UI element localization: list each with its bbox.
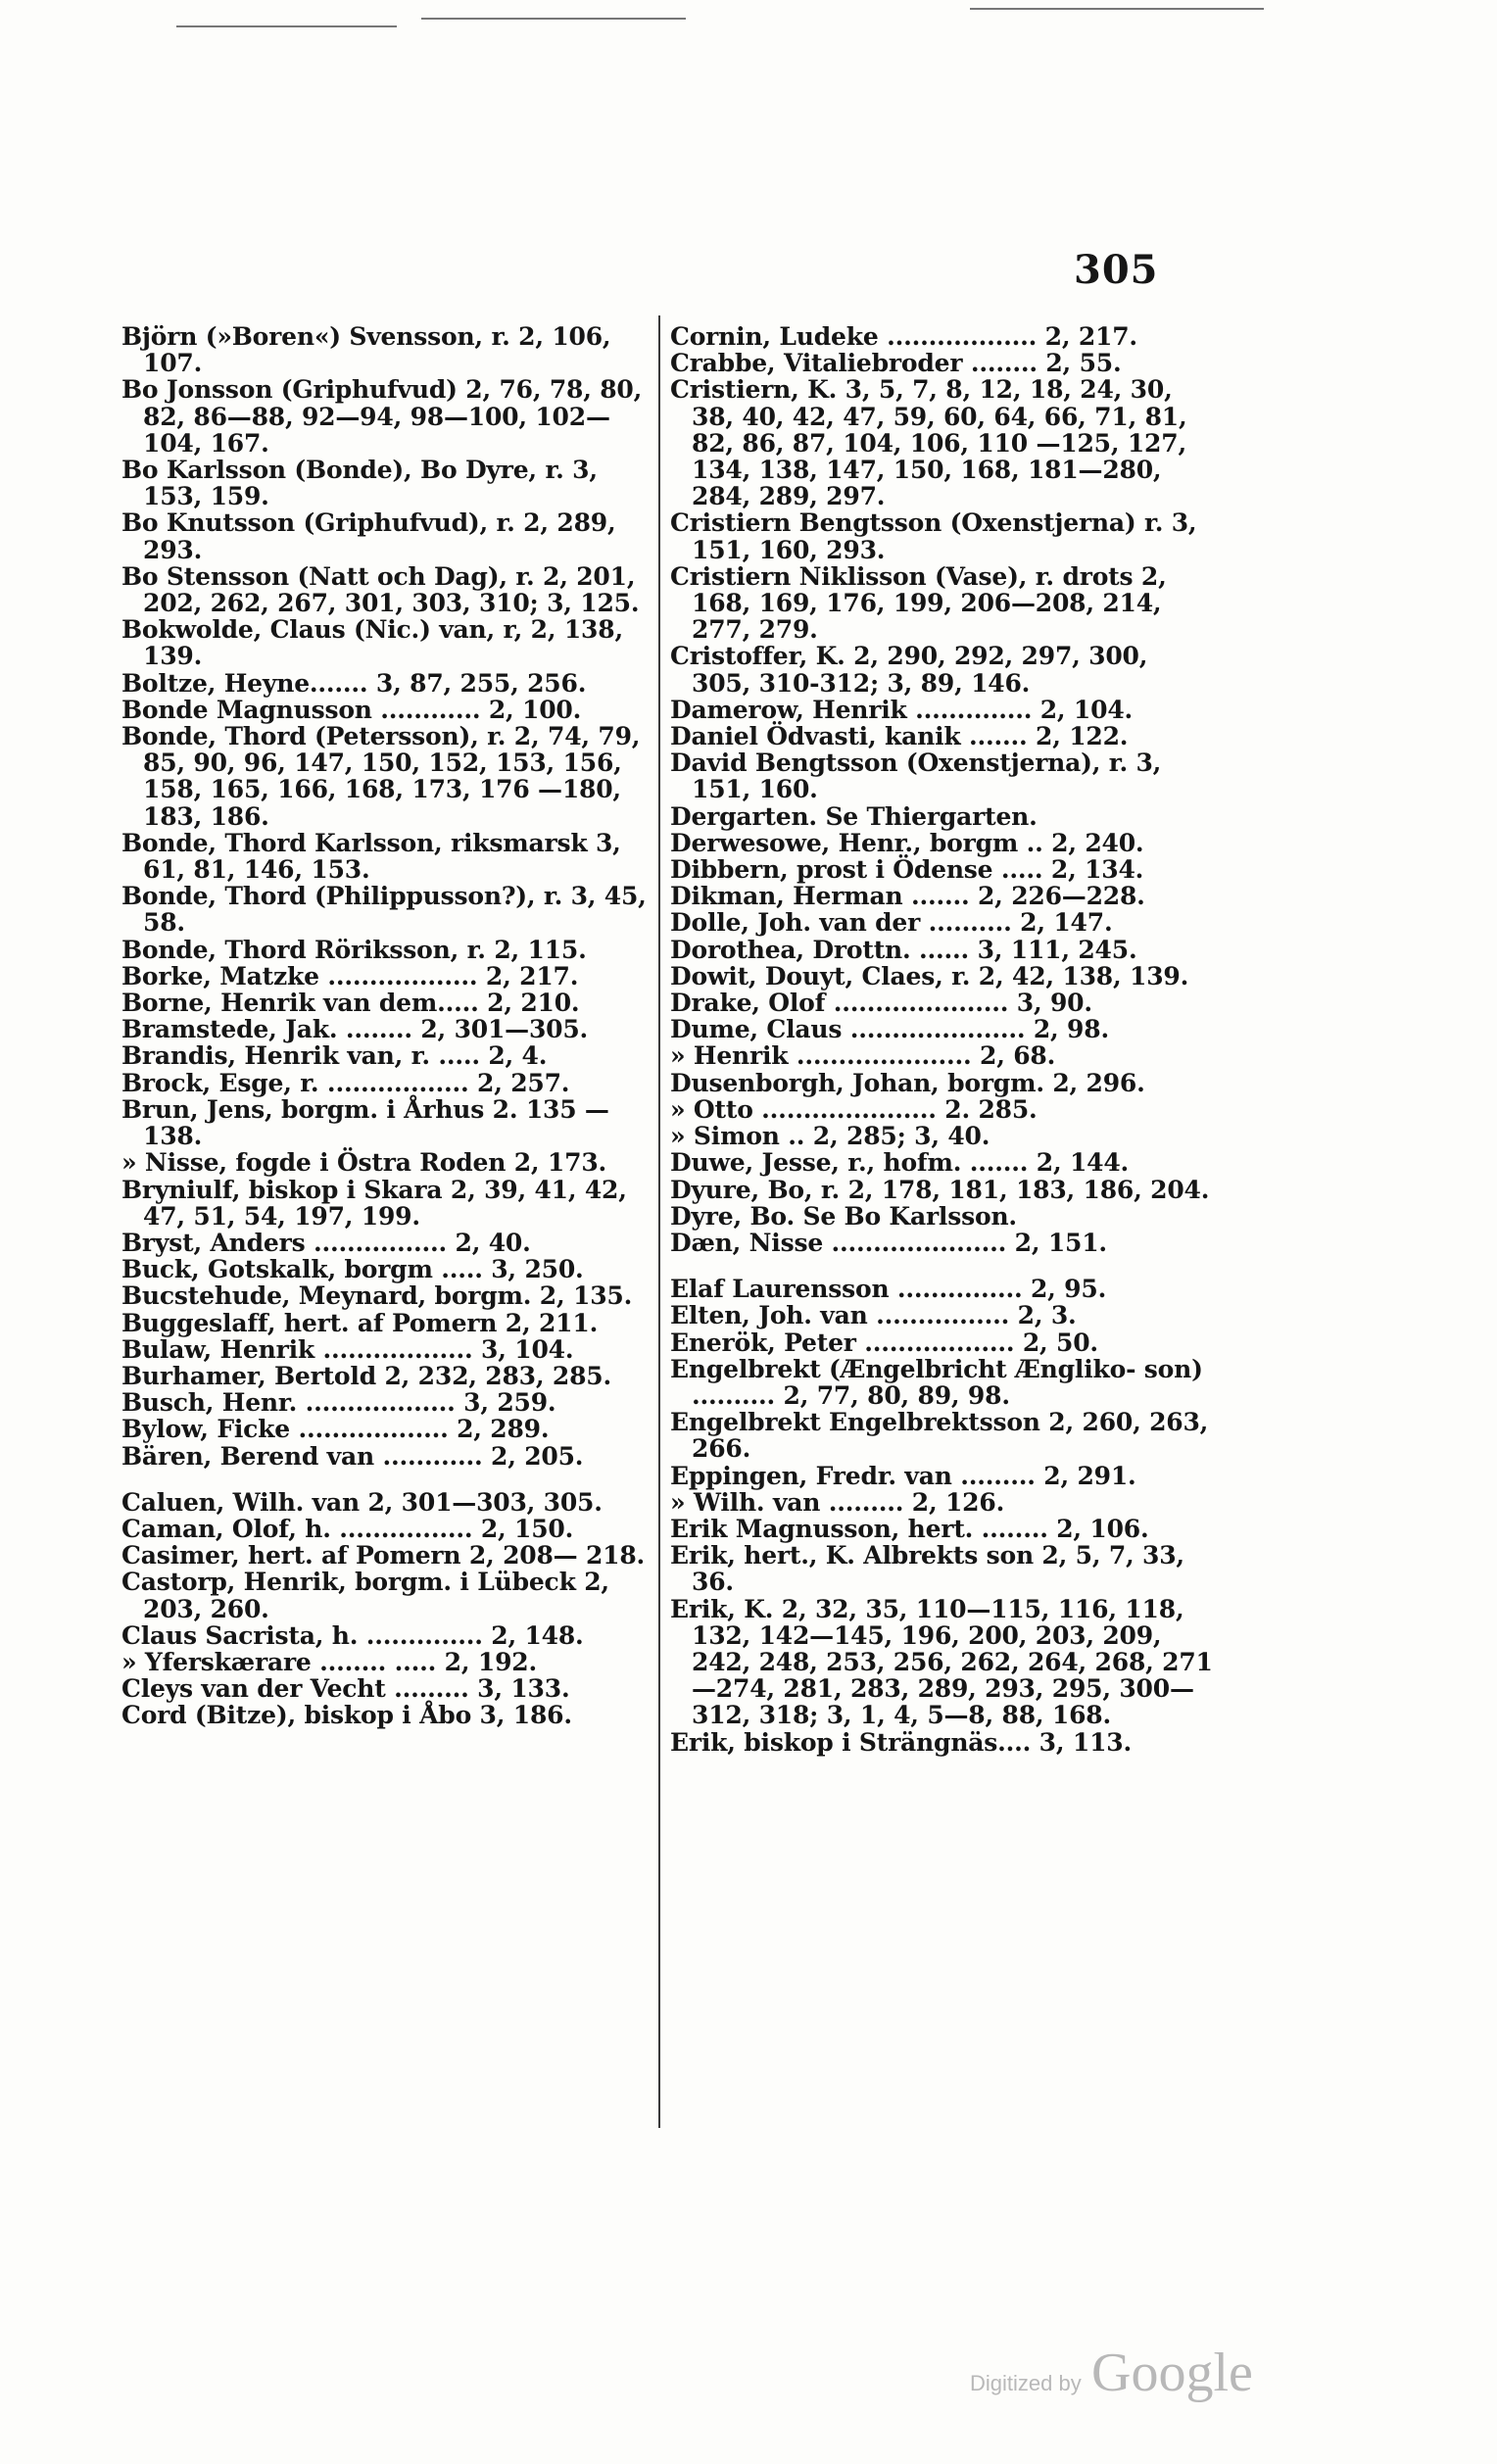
index-entry: Buck, Gotskalk, borgm ..... 3, 250.: [121, 1255, 584, 1284]
index-entry: Enerök, Peter .................. 2, 50.: [670, 1328, 1098, 1357]
index-entry: Borke, Matzke .................. 2, 217.: [121, 961, 579, 990]
watermark-prefix: Digitized by: [970, 2371, 1082, 2395]
index-entry: Dæn, Nisse ..................... 2, 151.: [670, 1228, 1107, 1257]
index-entry: Brun, Jens, borgm. i Århus 2. 135 —138.: [121, 1094, 609, 1151]
index-entry: Dibbern, prost i Ödense ..... 2, 134.: [670, 855, 1144, 885]
index-entry: Bryniulf, biskop i Skara 2, 39, 41, 42, 47, 51, 54, 197, 199.: [121, 1175, 627, 1231]
index-entry: Borne, Henrik van dem..... 2, 210.: [121, 989, 580, 1018]
index-column-right: [670, 323, 1214, 1756]
index-entry: Erik, K. 2, 32, 35, 110—115, 116, 118, 132, 142—145, 196, 200, 203, 209, 242, 248, 253, 256, 262, 264, 268, 271—274, 281, 283, 289, 293, 295, 300—312, 318; 3, 1, 4, 5—8, 88, 168.: [670, 1594, 1213, 1730]
index-entry: » Yferskærare ........ ..... 2, 192.: [121, 1647, 537, 1676]
index-entry: Boltze, Heyne....... 3, 87, 255, 256.: [121, 668, 587, 698]
index-entry: Dyure, Bo, r. 2, 178, 181, 183, 186, 204.: [670, 1175, 1210, 1204]
index-entry: » Otto ..................... 2. 285.: [670, 1094, 1038, 1124]
top-rule-right: [970, 8, 1264, 10]
index-entry: Bo Jonsson (Griphufvud) 2, 76, 78, 80, 82, 86—88, 92—94, 98—100, 102—104, 167.: [121, 375, 643, 458]
index-entry: Crabbe, Vitaliebroder ........ 2, 55.: [670, 349, 1122, 378]
index-entry: Erik Magnusson, hert. ........ 2, 106.: [670, 1514, 1149, 1543]
index-entry: Drake, Olof ..................... 3, 90.: [670, 989, 1092, 1018]
top-rule-middle: [421, 18, 686, 20]
index-entry: Caluen, Wilh. van 2, 301—303, 305.: [121, 1487, 603, 1517]
index-entry: Elten, Joh. van ................ 2, 3.: [670, 1301, 1077, 1330]
index-entry: Dusenborgh, Johan, borgm. 2, 296.: [670, 1068, 1145, 1097]
index-entry: Engelbrekt Engelbrektsson 2, 260, 263, 266.: [670, 1408, 1209, 1464]
index-entry: Elaf Laurensson ............... 2, 95.: [670, 1275, 1107, 1304]
index-entry: Castorp, Henrik, borgm. i Lübeck 2, 203, 260.: [121, 1568, 609, 1623]
index-entry: » Simon .. 2, 285; 3, 40.: [670, 1122, 990, 1151]
index-entry: Erik, biskop i Strängnäs.... 3, 113.: [670, 1727, 1132, 1757]
index-entry: Bo Knutsson (Griphufvud), r. 2, 289, 293.: [121, 508, 616, 564]
index-entry: Cornin, Ludeke .................. 2, 217.: [670, 322, 1137, 351]
index-entry: Dume, Claus ..................... 2, 98.: [670, 1015, 1109, 1044]
watermark-brand: Google: [1091, 2343, 1253, 2403]
index-entry: Cleys van der Vecht ......... 3, 133.: [121, 1674, 570, 1704]
index-entry: Busch, Henr. .................. 3, 259.: [121, 1388, 556, 1418]
index-entry: David Bengtsson (Oxenstjerna), r. 3, 151, 160.: [670, 749, 1162, 804]
index-entry: Bo Karlsson (Bonde), Bo Dyre, r. 3, 153, 159.: [121, 456, 598, 511]
index-entry: Burhamer, Bertold 2, 232, 283, 285.: [121, 1361, 611, 1390]
index-entry: Dorothea, Drottn. ...... 3, 111, 245.: [670, 935, 1137, 964]
index-entry: Cristiern Bengtsson (Oxenstjerna) r. 3, 151, 160, 293.: [670, 508, 1197, 564]
index-entry: Bonde Magnusson ............ 2, 100.: [121, 695, 582, 724]
index-entry: Daniel Ödvasti, kanik ....... 2, 122.: [670, 722, 1129, 751]
index-entry: Erik, hert., K. Albrekts son 2, 5, 7, 33, 36.: [670, 1541, 1184, 1597]
index-column-left: [121, 323, 655, 1729]
index-entry: Dowit, Douyt, Claes, r. 2, 42, 138, 139.: [670, 961, 1189, 990]
top-rule-left: [176, 25, 397, 27]
index-entry: Bramstede, Jak. ........ 2, 301—305.: [121, 1015, 589, 1044]
index-entry: Bonde, Thord (Philippusson?), r. 3, 45, 58.: [121, 882, 647, 938]
index-entry: Casimer, hert. af Pomern 2, 208— 218.: [121, 1541, 646, 1570]
index-entry: Dolle, Joh. van der .......... 2, 147.: [670, 908, 1113, 938]
index-entry: Bokwolde, Claus (Nic.) van, r, 2, 138, 139.: [121, 615, 623, 671]
index-entry: Brock, Esge, r. ................. 2, 257.: [121, 1068, 570, 1097]
index-entry: Duwe, Jesse, r., hofm. ....... 2, 144.: [670, 1148, 1130, 1178]
index-entry: Bonde, Thord Röriksson, r. 2, 115.: [121, 935, 587, 964]
index-entry: Bonde, Thord (Petersson), r. 2, 74, 79, 85, 90, 96, 147, 150, 152, 153, 156, 158, 165, 166, 168, 173, 176 —180, 183, 186.: [121, 722, 641, 831]
index-entry: Cristoffer, K. 2, 290, 292, 297, 300, 305, 310-312; 3, 89, 146.: [670, 642, 1148, 698]
index-entry: Eppingen, Fredr. van ......... 2, 291.: [670, 1461, 1136, 1490]
index-entry: Björn (»Boren«) Svensson, r. 2, 106, 107.: [121, 322, 611, 378]
index-entry: Bryst, Anders ................ 2, 40.: [121, 1228, 531, 1257]
page-number: 305: [1074, 247, 1159, 293]
index-entry: Bären, Berend van ............ 2, 205.: [121, 1441, 584, 1471]
index-entry: Caman, Olof, h. ................ 2, 150.: [121, 1514, 574, 1543]
index-entry: » Wilh. van ......... 2, 126.: [670, 1487, 1005, 1517]
index-entry: Cristiern, K. 3, 5, 7, 8, 12, 18, 24, 30, 38, 40, 42, 47, 59, 60, 64, 66, 71, 81, 82, 86, 87, 104, 106, 110 —125, 127, 134, 138, 147, 150, 168, 181—280, 284, 289, 297.: [670, 375, 1187, 511]
digitized-watermark: [970, 2338, 1323, 2406]
index-entry: Bonde, Thord Karlsson, riksmarsk 3, 61, 81, 146, 153.: [121, 828, 621, 885]
index-entry: Engelbrekt (Ængelbricht Ængliko- son) .......... 2, 77, 80, 89, 98.: [670, 1354, 1203, 1410]
index-entry: Buggeslaff, hert. af Pomern 2, 211.: [121, 1308, 599, 1337]
index-entry: » Henrik ..................... 2, 68.: [670, 1041, 1056, 1071]
index-entry: Bo Stensson (Natt och Dag), r. 2, 201, 202, 262, 267, 301, 303, 310; 3, 125.: [121, 561, 640, 618]
index-entry: Damerow, Henrik .............. 2, 104.: [670, 695, 1134, 724]
index-entry: Dikman, Herman ....... 2, 226—228.: [670, 882, 1145, 911]
index-entry: » Nisse, fogde i Östra Roden 2, 173.: [121, 1148, 607, 1178]
index-entry: Brandis, Henrik van, r. ..... 2, 4.: [121, 1041, 548, 1071]
index-entry: Bulaw, Henrik .................. 3, 104.: [121, 1334, 574, 1364]
index-entry: Cristiern Niklisson (Vase), r. drots 2, 168, 169, 176, 199, 206—208, 214, 277, 279.: [670, 561, 1167, 645]
index-entry: Claus Sacrista, h. .............. 2, 148.: [121, 1620, 584, 1650]
index-entry: Derwesowe, Henr., borgm .. 2, 240.: [670, 828, 1144, 857]
index-entry: Dergarten. Se Thiergarten.: [670, 801, 1038, 831]
index-entry: Dyre, Bo. Se Bo Karlsson.: [670, 1201, 1017, 1231]
index-entry: Cord (Bitze), biskop i Åbo 3, 186.: [121, 1701, 572, 1730]
index-entry: Bucstehude, Meynard, borgm. 2, 135.: [121, 1281, 633, 1311]
index-entry: Bylow, Ficke .................. 2, 289.: [121, 1415, 550, 1444]
column-divider: [658, 315, 660, 2128]
